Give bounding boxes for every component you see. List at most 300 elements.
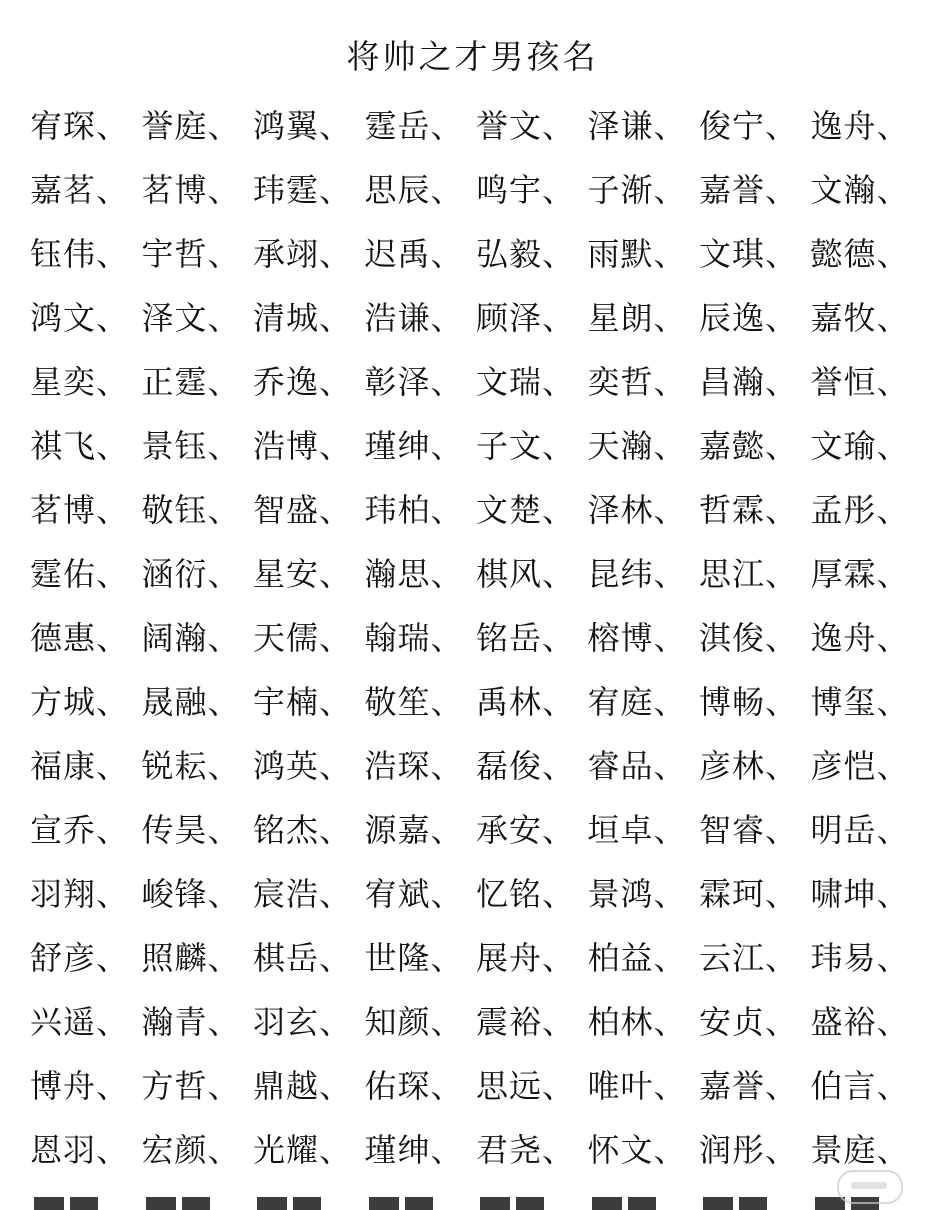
name-separator: 、 (542, 491, 575, 529)
name-entry (30, 670, 142, 734)
name-text: 展舟 (476, 939, 543, 977)
name-text: 峻锋 (141, 875, 208, 913)
name-text: 钰伟 (30, 235, 97, 273)
name-entry (142, 1054, 254, 1118)
name-separator: 、 (765, 683, 798, 721)
name-entry (699, 990, 811, 1054)
name-text: 宥斌 (364, 875, 431, 913)
name-text: 明岳 (810, 811, 877, 849)
names-row (30, 286, 930, 350)
name-text: 云江 (699, 939, 766, 977)
name-text: 景庭 (810, 1131, 877, 1169)
name-entry (699, 862, 811, 926)
name-separator: 、 (876, 747, 909, 785)
name-entry (253, 670, 365, 734)
name-entry (253, 1054, 365, 1118)
name-separator: 、 (765, 299, 798, 337)
name-text: 宏颜 (141, 1131, 208, 1169)
name-separator: 、 (430, 619, 463, 657)
name-separator: 、 (653, 939, 686, 977)
name-separator: 、 (653, 811, 686, 849)
name-text: 锐耘 (141, 747, 208, 785)
name-entry (811, 222, 923, 286)
name-entry (588, 158, 700, 222)
name-entry (142, 286, 254, 350)
name-text: 君尧 (476, 1131, 543, 1169)
name-separator: 、 (542, 363, 575, 401)
cut-off-name (142, 1193, 254, 1210)
name-text: 伯言 (810, 1067, 877, 1105)
name-text: 子渐 (587, 171, 654, 209)
name-text: 玮霆 (253, 171, 320, 209)
name-separator: 、 (876, 683, 909, 721)
name-entry (699, 350, 811, 414)
name-text: 茗博 (141, 171, 208, 209)
name-entry (365, 1054, 477, 1118)
names-row (30, 926, 930, 990)
name-separator: 、 (96, 683, 129, 721)
name-text: 怀文 (587, 1131, 654, 1169)
name-entry (365, 542, 477, 606)
name-entry (142, 862, 254, 926)
name-text: 啸坤 (810, 875, 877, 913)
name-entry (476, 606, 588, 670)
name-separator: 、 (96, 939, 129, 977)
name-separator: 、 (319, 1003, 352, 1041)
name-text: 方哲 (141, 1067, 208, 1105)
name-entry (365, 606, 477, 670)
name-entry (253, 222, 365, 286)
name-text: 思远 (476, 1067, 543, 1105)
name-entry (30, 222, 142, 286)
name-entry (476, 222, 588, 286)
name-separator: 、 (653, 427, 686, 465)
name-separator: 、 (876, 811, 909, 849)
name-separator: 、 (96, 299, 129, 337)
name-text: 福康 (30, 747, 97, 785)
name-entry (588, 606, 700, 670)
name-separator: 、 (319, 683, 352, 721)
name-entry (476, 862, 588, 926)
name-text: 宇哲 (141, 235, 208, 273)
name-entry (476, 478, 588, 542)
name-entry (253, 798, 365, 862)
name-text: 彦恺 (810, 747, 877, 785)
name-text: 翰瑞 (364, 619, 431, 657)
name-text: 舒彦 (30, 939, 97, 977)
name-separator: 、 (430, 1131, 463, 1169)
name-entry (365, 734, 477, 798)
name-entry (811, 862, 923, 926)
name-text: 宣乔 (30, 811, 97, 849)
name-separator: 、 (96, 1131, 129, 1169)
name-entry (588, 862, 700, 926)
name-separator: 、 (207, 363, 240, 401)
name-separator: 、 (653, 299, 686, 337)
name-text: 博玺 (810, 683, 877, 721)
name-separator: 、 (430, 299, 463, 337)
name-entry (365, 414, 477, 478)
name-text: 思江 (699, 555, 766, 593)
name-text: 鸿英 (253, 747, 320, 785)
name-separator: 、 (430, 747, 463, 785)
name-separator: 、 (319, 747, 352, 785)
name-text: 彦林 (699, 747, 766, 785)
name-text: 正霆 (141, 363, 208, 401)
document-title: 将帅之才男孩名 (346, 37, 599, 76)
name-separator: 、 (96, 811, 129, 849)
name-entry (142, 158, 254, 222)
name-entry (142, 990, 254, 1054)
name-separator: 、 (542, 1067, 575, 1105)
name-text: 玮柏 (364, 491, 431, 529)
name-entry (253, 158, 365, 222)
name-text: 智盛 (253, 491, 320, 529)
name-separator: 、 (207, 747, 240, 785)
name-entry (476, 926, 588, 990)
name-separator: 、 (319, 107, 352, 145)
name-text: 昌瀚 (699, 363, 766, 401)
name-text: 忆铭 (476, 875, 543, 913)
name-separator: 、 (653, 1067, 686, 1105)
name-text: 光耀 (253, 1131, 320, 1169)
name-text: 嘉誉 (699, 1067, 766, 1105)
name-entry (253, 478, 365, 542)
name-text: 恩羽 (30, 1131, 97, 1169)
name-text: 霆佑 (30, 555, 97, 593)
name-text: 晟融 (141, 683, 208, 721)
name-separator: 、 (542, 235, 575, 273)
name-separator: 、 (430, 491, 463, 529)
names-row (30, 670, 930, 734)
name-entry (30, 350, 142, 414)
name-text: 浩博 (253, 427, 320, 465)
name-text: 鸿文 (30, 299, 97, 337)
name-separator: 、 (96, 875, 129, 913)
name-entry (365, 350, 477, 414)
name-separator: 、 (542, 1003, 575, 1041)
name-separator: 、 (207, 555, 240, 593)
name-text: 浩琛 (364, 747, 431, 785)
name-separator: 、 (319, 875, 352, 913)
name-separator: 、 (653, 171, 686, 209)
cut-off-name (365, 1193, 477, 1210)
name-entry (699, 478, 811, 542)
name-text: 榕博 (587, 619, 654, 657)
name-entry (365, 222, 477, 286)
name-text: 泽文 (141, 299, 208, 337)
names-row (30, 222, 930, 286)
name-entry (253, 990, 365, 1054)
name-separator: 、 (765, 1131, 798, 1169)
name-entry (253, 94, 365, 158)
name-text: 奕哲 (587, 363, 654, 401)
name-text: 泽谦 (587, 107, 654, 145)
name-entry (811, 926, 923, 990)
watermark-logo (837, 1170, 903, 1204)
name-entry (253, 286, 365, 350)
name-separator: 、 (96, 107, 129, 145)
name-entry (588, 670, 700, 734)
name-entry (476, 990, 588, 1054)
name-entry (699, 286, 811, 350)
name-entry (588, 286, 700, 350)
name-entry (142, 478, 254, 542)
name-text: 世隆 (364, 939, 431, 977)
name-separator: 、 (542, 875, 575, 913)
name-text: 霆岳 (364, 107, 431, 145)
name-separator: 、 (876, 875, 909, 913)
name-separator: 、 (765, 363, 798, 401)
name-entry (699, 94, 811, 158)
name-text: 羽玄 (253, 1003, 320, 1041)
names-grid (30, 94, 930, 1182)
name-text: 茗博 (30, 491, 97, 529)
name-text: 博畅 (699, 683, 766, 721)
name-separator: 、 (765, 939, 798, 977)
cut-off-name (699, 1193, 811, 1210)
name-text: 文琪 (699, 235, 766, 273)
name-entry (699, 542, 811, 606)
name-entry (365, 94, 477, 158)
name-separator: 、 (542, 619, 575, 657)
name-separator: 、 (430, 235, 463, 273)
name-text: 誉恒 (810, 363, 877, 401)
name-text: 誉文 (476, 107, 543, 145)
name-text: 承翊 (253, 235, 320, 273)
name-separator: 、 (430, 811, 463, 849)
name-text: 柏益 (587, 939, 654, 977)
name-entry (699, 222, 811, 286)
name-text: 睿品 (587, 747, 654, 785)
name-text: 厚霖 (810, 555, 877, 593)
name-separator: 、 (207, 1131, 240, 1169)
name-text: 嘉誉 (699, 171, 766, 209)
name-separator: 、 (765, 619, 798, 657)
name-separator: 、 (96, 491, 129, 529)
name-separator: 、 (542, 427, 575, 465)
name-text: 顾泽 (476, 299, 543, 337)
name-entry (365, 158, 477, 222)
name-text: 乔逸 (253, 363, 320, 401)
name-separator: 、 (319, 1131, 352, 1169)
name-entry (699, 158, 811, 222)
name-entry (811, 734, 923, 798)
name-entry (365, 478, 477, 542)
name-text: 铭杰 (253, 811, 320, 849)
name-entry (811, 798, 923, 862)
name-text: 嘉茗 (30, 171, 97, 209)
name-separator: 、 (96, 1003, 129, 1041)
name-entry (30, 414, 142, 478)
name-entry (30, 542, 142, 606)
name-text: 天瀚 (587, 427, 654, 465)
name-entry (253, 350, 365, 414)
name-text: 嘉牧 (810, 299, 877, 337)
name-separator: 、 (765, 555, 798, 593)
name-separator: 、 (207, 619, 240, 657)
name-entry (811, 478, 923, 542)
name-separator: 、 (207, 299, 240, 337)
name-entry (476, 94, 588, 158)
name-separator: 、 (876, 619, 909, 657)
name-text: 星奕 (30, 363, 97, 401)
name-separator: 、 (653, 235, 686, 273)
name-text: 鸿翼 (253, 107, 320, 145)
name-text: 辰逸 (699, 299, 766, 337)
name-text: 景钰 (141, 427, 208, 465)
name-entry (365, 798, 477, 862)
name-entry (253, 926, 365, 990)
name-text: 禹林 (476, 683, 543, 721)
name-separator: 、 (876, 491, 909, 529)
name-entry (588, 542, 700, 606)
name-entry (365, 862, 477, 926)
name-entry (30, 286, 142, 350)
name-separator: 、 (542, 107, 575, 145)
name-separator: 、 (430, 875, 463, 913)
name-text: 唯叶 (587, 1067, 654, 1105)
names-row (30, 94, 930, 158)
name-text: 垣卓 (587, 811, 654, 849)
name-entry (253, 606, 365, 670)
name-separator: 、 (319, 299, 352, 337)
name-text: 哲霖 (699, 491, 766, 529)
name-separator: 、 (96, 619, 129, 657)
name-text: 淇俊 (699, 619, 766, 657)
name-separator: 、 (207, 939, 240, 977)
name-text: 佑琛 (364, 1067, 431, 1105)
name-text: 文楚 (476, 491, 543, 529)
names-row (30, 798, 930, 862)
name-entry (588, 734, 700, 798)
name-separator: 、 (876, 555, 909, 593)
name-entry (142, 798, 254, 862)
name-separator: 、 (653, 1131, 686, 1169)
name-separator: 、 (430, 683, 463, 721)
name-text: 逸舟 (810, 619, 877, 657)
name-text: 智睿 (699, 811, 766, 849)
name-text: 彰泽 (364, 363, 431, 401)
name-entry (588, 1054, 700, 1118)
name-separator: 、 (765, 235, 798, 273)
name-separator: 、 (653, 555, 686, 593)
name-separator: 、 (430, 1003, 463, 1041)
names-row (30, 734, 930, 798)
name-text: 懿德 (810, 235, 877, 273)
name-entry (30, 990, 142, 1054)
name-text: 子文 (476, 427, 543, 465)
name-entry (253, 734, 365, 798)
name-text: 星安 (253, 555, 320, 593)
name-entry (588, 798, 700, 862)
name-entry (30, 478, 142, 542)
name-separator: 、 (207, 427, 240, 465)
name-separator: 、 (765, 1067, 798, 1105)
name-text: 昆纬 (587, 555, 654, 593)
name-text: 瀚青 (141, 1003, 208, 1041)
name-text: 宥庭 (587, 683, 654, 721)
name-entry (365, 990, 477, 1054)
name-separator: 、 (876, 1131, 909, 1169)
name-separator: 、 (653, 363, 686, 401)
name-entry (699, 670, 811, 734)
name-separator: 、 (542, 747, 575, 785)
name-entry (811, 350, 923, 414)
name-entry (588, 414, 700, 478)
name-separator: 、 (653, 875, 686, 913)
name-text: 鼎越 (253, 1067, 320, 1105)
name-separator: 、 (319, 427, 352, 465)
name-text: 弘毅 (476, 235, 543, 273)
name-separator: 、 (542, 171, 575, 209)
name-separator: 、 (430, 363, 463, 401)
name-separator: 、 (207, 107, 240, 145)
name-text: 方城 (30, 683, 97, 721)
name-separator: 、 (319, 491, 352, 529)
name-separator: 、 (319, 939, 352, 977)
name-entry (142, 350, 254, 414)
name-entry (476, 350, 588, 414)
name-text: 震裕 (476, 1003, 543, 1041)
name-text: 照麟 (141, 939, 208, 977)
name-text: 润彤 (699, 1131, 766, 1169)
name-entry (253, 414, 365, 478)
name-separator: 、 (653, 619, 686, 657)
name-separator: 、 (319, 363, 352, 401)
name-separator: 、 (96, 555, 129, 593)
cut-off-name (30, 1193, 142, 1210)
name-text: 柏林 (587, 1003, 654, 1041)
name-text: 盛裕 (810, 1003, 877, 1041)
name-text: 宥琛 (30, 107, 97, 145)
name-separator: 、 (542, 299, 575, 337)
name-separator: 、 (319, 235, 352, 273)
name-text: 清城 (253, 299, 320, 337)
name-separator: 、 (653, 747, 686, 785)
name-separator: 、 (96, 363, 129, 401)
name-text: 誉庭 (141, 107, 208, 145)
name-entry (476, 414, 588, 478)
name-separator: 、 (96, 747, 129, 785)
name-separator: 、 (876, 427, 909, 465)
name-text: 敬笙 (364, 683, 431, 721)
name-entry (699, 798, 811, 862)
name-entry (30, 862, 142, 926)
name-separator: 、 (96, 427, 129, 465)
name-separator: 、 (876, 299, 909, 337)
name-separator: 、 (207, 491, 240, 529)
name-entry (811, 158, 923, 222)
name-text: 景鸿 (587, 875, 654, 913)
name-entry (588, 94, 700, 158)
name-entry (588, 926, 700, 990)
name-text: 文瑜 (810, 427, 877, 465)
names-row (30, 542, 930, 606)
name-separator: 、 (207, 875, 240, 913)
name-entry (811, 414, 923, 478)
name-separator: 、 (653, 491, 686, 529)
names-row (30, 990, 930, 1054)
name-separator: 、 (96, 1067, 129, 1105)
name-entry (30, 606, 142, 670)
name-separator: 、 (765, 875, 798, 913)
name-separator: 、 (765, 427, 798, 465)
name-separator: 、 (542, 683, 575, 721)
name-entry (476, 798, 588, 862)
name-separator: 、 (876, 1003, 909, 1041)
name-separator: 、 (319, 811, 352, 849)
